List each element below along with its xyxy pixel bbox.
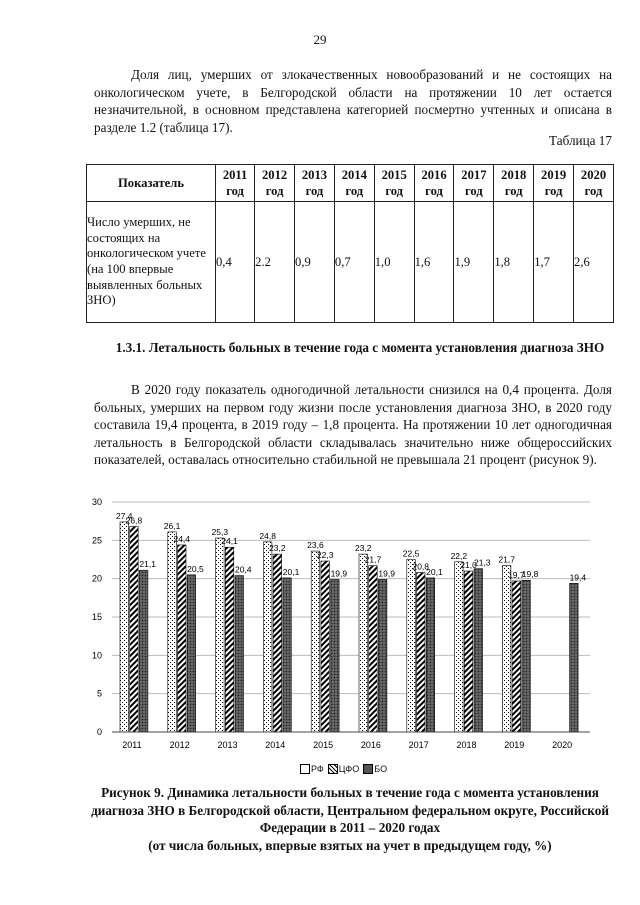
data-label-rf: 23,2	[354, 543, 372, 554]
header-year: 2014 год	[334, 165, 374, 202]
bar-bo	[522, 580, 531, 732]
data-label-rf: 26,1	[163, 520, 181, 531]
data-label-bo: 20,5	[187, 563, 204, 574]
legend-swatch-rf	[300, 764, 310, 774]
bar-rf	[120, 522, 129, 732]
data-label-bo: 21,3	[473, 557, 491, 568]
data-label-cfo: 24,4	[173, 533, 191, 544]
bar-cfo	[178, 545, 187, 732]
paragraph-lethality: В 2020 году показатель одногодичной летальности снизился на 0,4 процента. Доля больных, умерших на первом году жизни после установления диагноза ЗНО, в 2020 году составила 19,4 процента, в 2019 году – 1,8 процента. На протяжении 10 лет одногодичная летальность в Белгородской области складывалась значительно ниже общероссийских показателей, оставалась относительно стабильной не превышала 21 процент (рисунок 9).	[94, 382, 612, 467]
x-tick-label: 2012	[169, 740, 190, 750]
x-tick-label: 2017	[408, 740, 429, 750]
value-cell: 1,0	[374, 202, 414, 323]
data-label-cfo: 22,3	[316, 550, 334, 561]
data-label-bo: 19,9	[378, 568, 395, 579]
bar-bo	[235, 576, 244, 732]
y-tick-label: 25	[91, 535, 102, 546]
value-cell: 1,7	[534, 202, 574, 323]
bar-cfo	[417, 573, 426, 732]
data-label-rf: 23,6	[307, 540, 324, 551]
caption-title: Рисунок 9. Динамика летальности больных в течение года с момента установления диагноза ЗНО в Белгородской области, Центральном федеральном округе, Российской Федерации в 2011 – 2020 годах	[91, 785, 609, 835]
bar-bo	[474, 569, 483, 732]
data-label-cfo: 21,0	[460, 560, 477, 570]
bar-cfo	[512, 581, 521, 732]
bars-layer	[120, 522, 578, 732]
legend-label-bo: БО	[374, 764, 388, 774]
y-tick-label: 15	[91, 612, 102, 622]
x-tick-label: 2020	[552, 740, 573, 750]
data-label-rf: 21,7	[498, 554, 515, 565]
bar-rf	[502, 566, 511, 732]
x-tick-label: 2016	[360, 740, 381, 750]
y-tick-label: 5	[96, 688, 102, 699]
legend-item-cfo	[328, 764, 360, 774]
caption-subtitle: (от числа больных, впервые взятых на учет в предыдущем году, %)	[148, 837, 552, 853]
y-tick-label: 20	[91, 573, 102, 584]
section-heading: 1.3.1. Летальность больных в течение года с момента установления диагноза ЗНО	[115, 340, 605, 355]
data-label-cfo: 26,8	[125, 515, 143, 526]
bar-cfo	[464, 571, 473, 732]
legend-label-cfo: ЦФО	[338, 764, 360, 774]
legend-swatch-cfo	[328, 764, 338, 774]
data-label-rf: 22,2	[450, 550, 468, 561]
value-cell: 2.2	[255, 202, 295, 323]
data-label-rf: 22,5	[402, 548, 420, 559]
bar-cfo	[321, 561, 330, 732]
data-label-cfo: 23,2	[269, 543, 286, 554]
value-cell: 1,9	[454, 202, 494, 323]
header-year: 2016 год	[414, 165, 454, 202]
x-tick-label: 2014	[265, 740, 286, 750]
x-tick-label: 2011	[122, 740, 142, 750]
table-17	[86, 164, 614, 323]
bar-cfo	[225, 547, 234, 732]
header-year: 2012 год	[255, 165, 295, 202]
bar-rf	[407, 560, 416, 733]
legend-item-rf	[300, 764, 324, 774]
bar-bo	[426, 578, 435, 732]
header-year: 2013 год	[295, 165, 335, 202]
value-cell: 1,8	[494, 202, 534, 323]
bar-bo	[570, 583, 579, 732]
data-label-cfo: 19,7	[508, 569, 525, 580]
data-label-bo: 19,9	[330, 568, 348, 579]
y-tick-label: 30	[91, 497, 102, 507]
paragraph-intro: Доля лиц, умерших от злокачественных новообразований и не состоящих на онкологическом учете, в Белгородской области на протяжении 10 лет остается незначительной, в основном представлена категорией посмертно учтенных и описана в разделе 1.2 (таблица 17).	[94, 67, 612, 135]
bar-rf	[168, 532, 177, 732]
y-tick-label: 0	[96, 727, 102, 737]
header-year: 2011 год	[216, 165, 255, 202]
header-year: 2019 год	[534, 165, 574, 202]
figure-caption	[80, 784, 620, 854]
data-label-bo: 20,4	[234, 564, 252, 575]
data-label-cfo: 21,7	[364, 554, 382, 565]
bar-bo	[331, 579, 340, 732]
data-label-rf: 25,3	[211, 527, 229, 538]
page-number: 29	[313, 32, 327, 47]
data-label-rf: 27,4	[115, 510, 133, 521]
row-label: Число умерших, не состоящих на онкологическом учете (на 100 впервые выявленных больных ЗНО)	[87, 202, 216, 323]
header-year: 2018 год	[494, 165, 534, 202]
bar-rf	[455, 562, 464, 732]
value-cell: 0,9	[295, 202, 335, 323]
table-label: Таблица 17	[549, 133, 612, 148]
lethality-chart	[70, 494, 600, 760]
x-tick-label: 2018	[456, 740, 477, 750]
legend-label-rf: РФ	[311, 764, 324, 774]
data-label-rf: 24,8	[259, 530, 276, 541]
bar-rf	[263, 542, 272, 732]
y-tick-label: 10	[91, 650, 102, 661]
bar-bo	[378, 579, 387, 732]
header-year: 2017 год	[454, 165, 494, 202]
chart-legend	[300, 764, 387, 774]
legend-item-bo	[363, 764, 387, 774]
header-year: 2020 год	[574, 165, 614, 202]
value-labels-layer	[116, 511, 586, 582]
bar-bo	[283, 578, 292, 732]
value-cell: 2,6	[574, 202, 614, 323]
data-label-bo: 19,8	[521, 569, 539, 580]
data-label-bo: 20,1	[282, 566, 300, 577]
bar-rf	[311, 551, 320, 732]
value-cell: 0,4	[216, 202, 255, 323]
bar-cfo	[130, 527, 139, 732]
x-tick-label: 2013	[217, 740, 238, 750]
data-label-bo: 21,1	[139, 559, 156, 570]
value-cell: 0,7	[334, 202, 374, 323]
bar-bo	[139, 570, 148, 732]
bar-bo	[187, 575, 196, 732]
data-label-cfo: 24,1	[221, 536, 238, 547]
data-label-cfo: 20,8	[412, 561, 430, 572]
bar-rf	[216, 538, 225, 732]
legend-swatch-bo	[363, 764, 373, 774]
table-header-row	[87, 165, 614, 202]
table-row	[87, 202, 614, 323]
bar-cfo	[273, 554, 282, 732]
data-label-bo: 19,4	[569, 572, 587, 583]
bar-rf	[359, 554, 368, 732]
x-tick-label: 2019	[504, 740, 525, 750]
x-tick-label: 2015	[313, 740, 334, 750]
bar-cfo	[369, 566, 378, 732]
data-label-bo: 20,1	[426, 566, 443, 577]
header-indicator: Показатель	[87, 165, 216, 202]
header-year: 2015 год	[374, 165, 414, 202]
value-cell: 1,6	[414, 202, 454, 323]
